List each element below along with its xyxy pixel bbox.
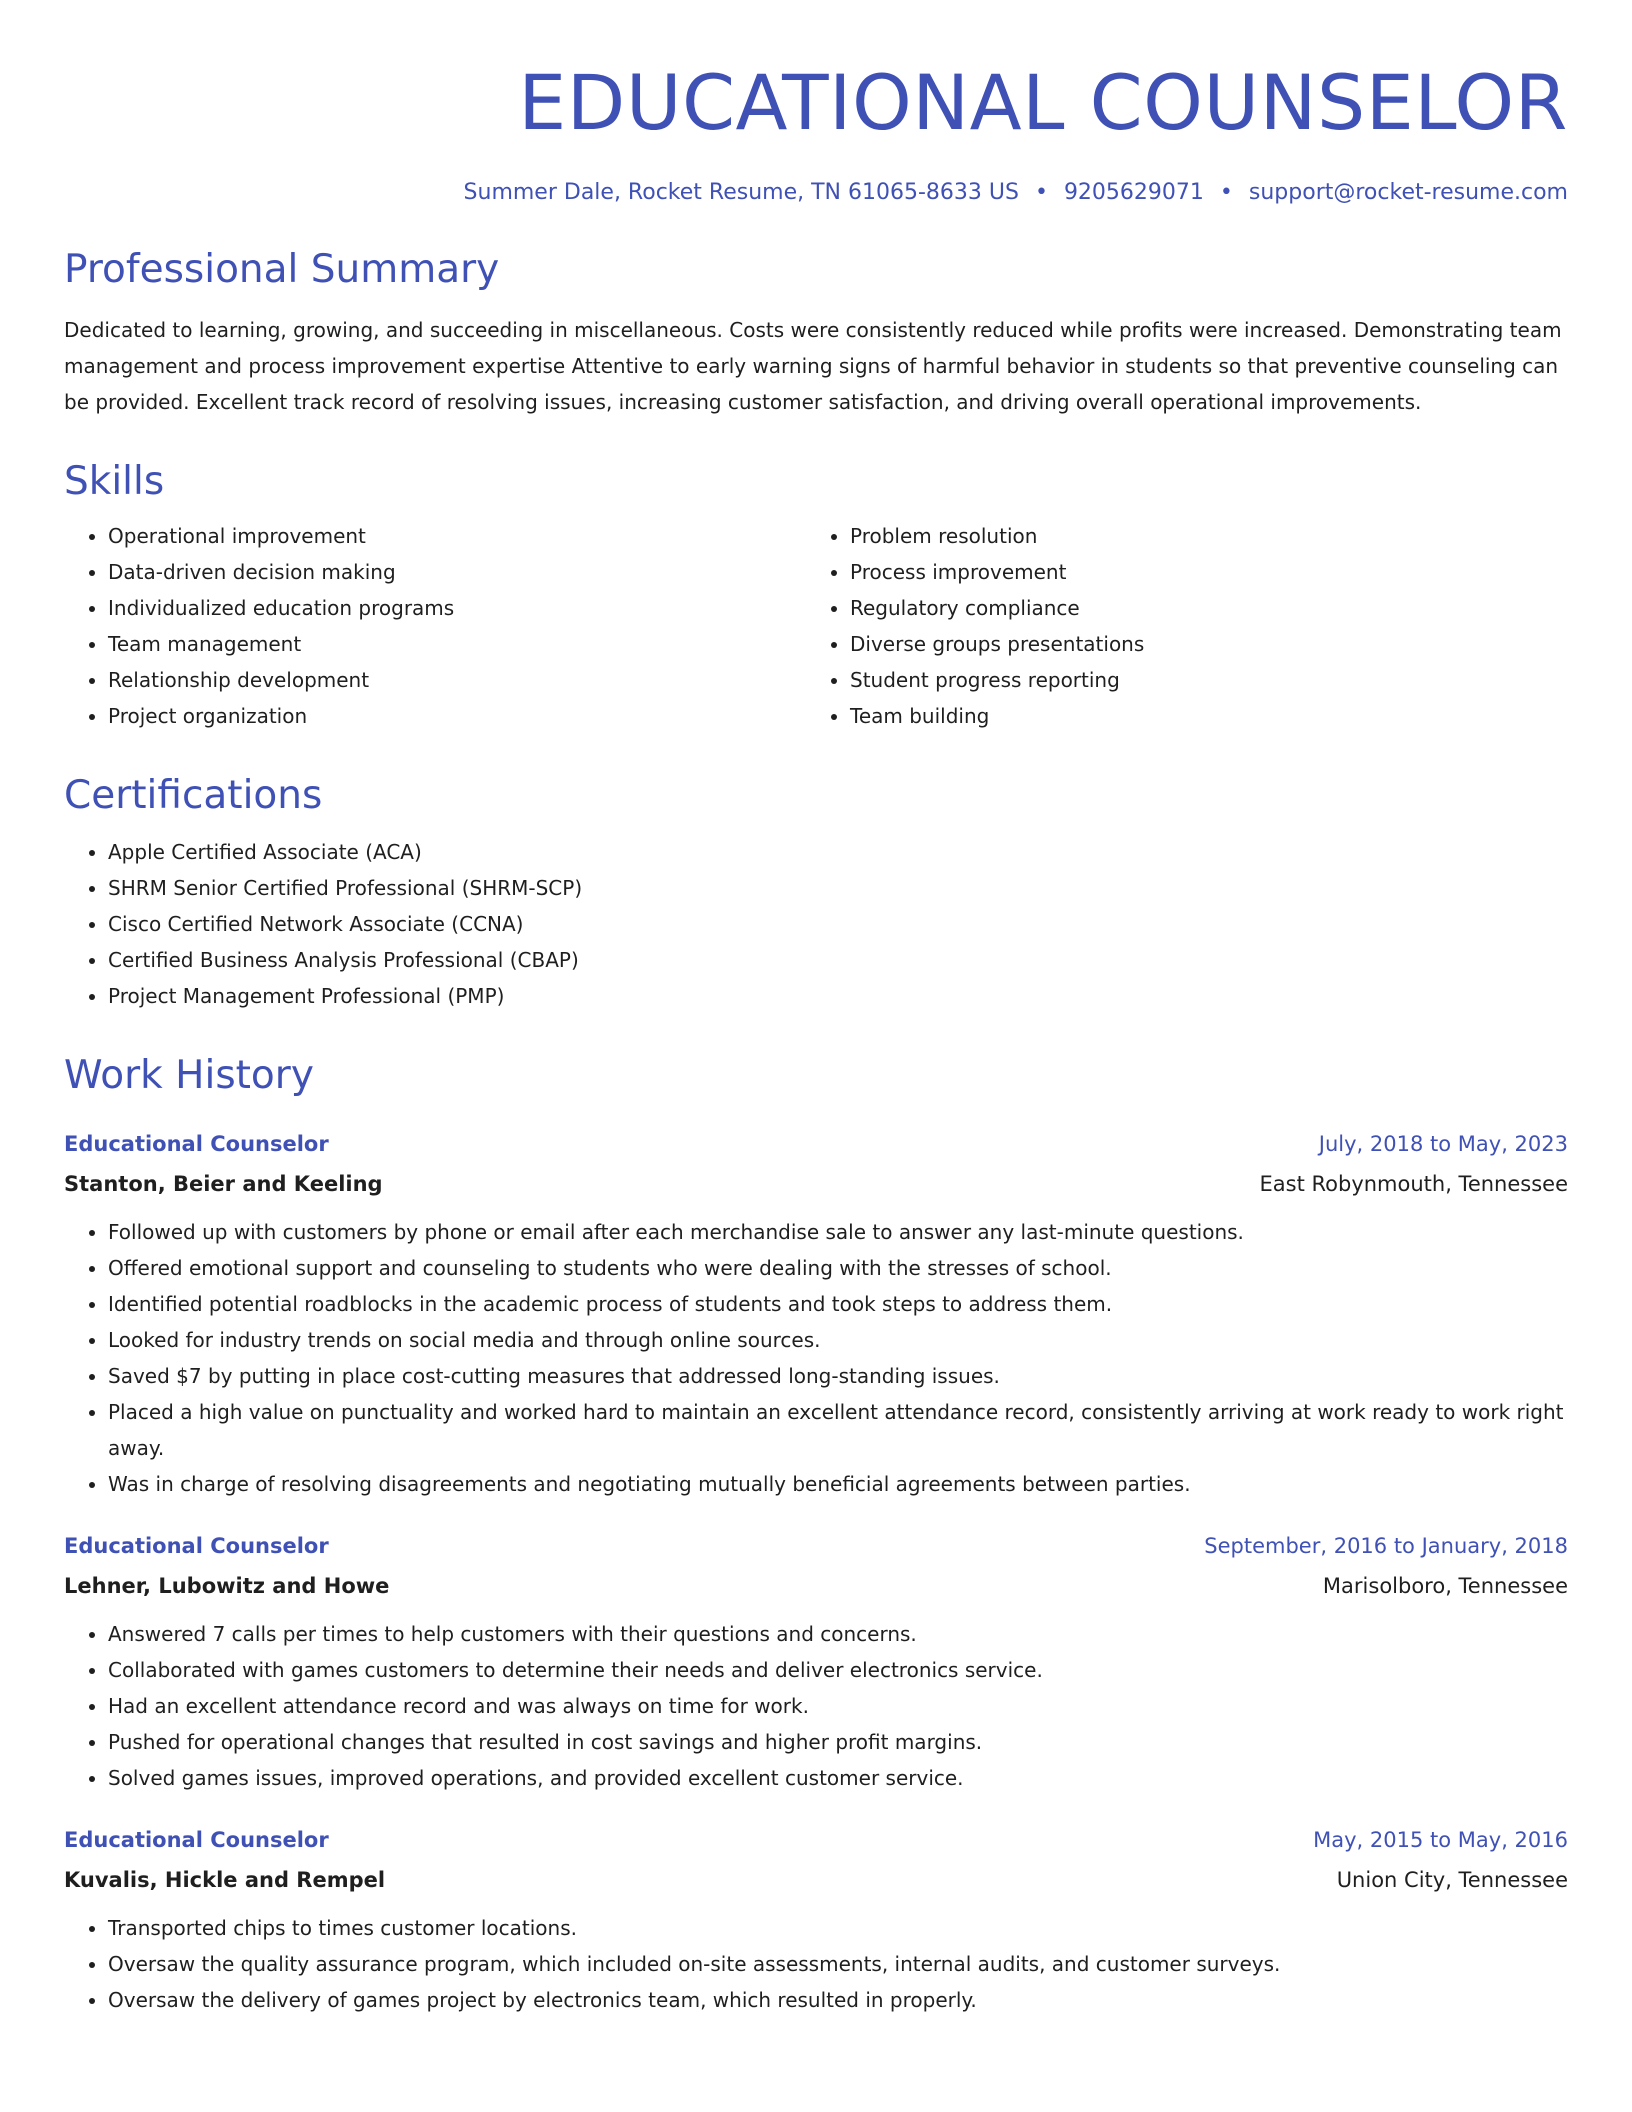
list-item: • Data-driven decision making	[108, 554, 806, 590]
work-history-heading: Work History	[64, 1053, 314, 1098]
job-company: Lehner, Lubowitz and Howe	[64, 1574, 390, 1598]
job-entry	[64, 1820, 1568, 2018]
page-title: EDUCATIONAL COUNSELOR	[518, 58, 1568, 147]
contact-separator: •	[1034, 180, 1048, 205]
list-item: • Student progress reporting	[850, 662, 1548, 698]
skills-columns	[64, 518, 1568, 734]
list-item: • Oversaw the delivery of games project by electronics team, which resulted in properly.	[108, 1982, 1568, 2018]
list-item: • Problem resolution	[850, 518, 1548, 554]
work-history-section	[64, 1052, 1568, 2018]
summary-section	[64, 246, 1568, 420]
list-item: • Team management	[108, 626, 806, 662]
contact-line	[64, 178, 1568, 208]
skills-list-right	[806, 518, 1548, 734]
resume-page	[64, 0, 1568, 2112]
list-item: • Oversaw the quality assurance program, which included on-site assessments, internal audits, and customer surveys.	[108, 1946, 1568, 1982]
contact-email[interactable]: support@rocket-resume.com	[1248, 180, 1568, 205]
job-title: Educational Counselor	[64, 1828, 329, 1852]
list-item: • Project organization	[108, 698, 806, 734]
job-location: East Robynmouth, Tennessee	[1259, 1172, 1568, 1196]
job-bullets	[64, 1910, 1568, 2018]
job-company-row	[64, 1164, 1568, 1204]
certifications-heading: Certifications	[64, 773, 323, 818]
job-company-row	[64, 1566, 1568, 1606]
list-item: • Diverse groups presentations	[850, 626, 1548, 662]
certifications-list	[64, 834, 1568, 1014]
list-item: • Offered emotional support and counseling to students who were dealing with the stresses of school.	[108, 1250, 1568, 1286]
list-item: • Identified potential roadblocks in the academic process of students and took steps to address them.	[108, 1286, 1568, 1322]
job-company: Stanton, Beier and Keeling	[64, 1172, 383, 1196]
contact-address: Summer Dale, Rocket Resume, TN 61065-8633 US	[463, 180, 1019, 205]
skills-list-left	[64, 518, 806, 734]
job-bullets	[64, 1616, 1568, 1796]
job-dates: July, 2018 to May, 2023	[1318, 1132, 1568, 1156]
job-location: Union City, Tennessee	[1336, 1868, 1568, 1892]
job-header-row	[64, 1124, 1568, 1164]
job-company-row	[64, 1860, 1568, 1900]
list-item: • Apple Certified Associate (ACA)	[108, 834, 1568, 870]
list-item: • Had an excellent attendance record and was always on time for work.	[108, 1688, 1568, 1724]
job-dates: September, 2016 to January, 2018	[1204, 1534, 1568, 1558]
job-title: Educational Counselor	[64, 1132, 329, 1156]
list-item: • Process improvement	[850, 554, 1548, 590]
job-location: Marisolboro, Tennessee	[1322, 1574, 1568, 1598]
job-bullets	[64, 1214, 1568, 1502]
list-item: • Followed up with customers by phone or email after each merchandise sale to answer any last-minute questions.	[108, 1214, 1568, 1250]
list-item: • Saved $7 by putting in place cost-cutting measures that addressed long-standing issues.	[108, 1358, 1568, 1394]
list-item: • Solved games issues, improved operations, and provided excellent customer service.	[108, 1760, 1568, 1796]
summary-heading: Professional Summary	[64, 247, 500, 292]
list-item: • Team building	[850, 698, 1548, 734]
list-item: • Answered 7 calls per times to help customers with their questions and concerns.	[108, 1616, 1568, 1652]
summary-text: Dedicated to learning, growing, and succeeding in miscellaneous. Costs were consistently reduced while profits were increased. Demonstrating team management and process improvement expertise Attentive to early warning signs of harmful behavior in students so that preventive counseling can be provided. Excellent track record of resolving issues, increasing customer satisfaction, and driving overall operational improvements.	[64, 318, 1562, 414]
skills-heading: Skills	[64, 459, 165, 504]
job-dates: May, 2015 to May, 2016	[1313, 1828, 1568, 1852]
job-entry	[64, 1526, 1568, 1796]
job-header-row	[64, 1526, 1568, 1566]
list-item: • Transported chips to times customer locations.	[108, 1910, 1568, 1946]
skills-section	[64, 458, 1568, 734]
contact-phone[interactable]: 9205629071	[1063, 180, 1204, 205]
list-item: • Regulatory compliance	[850, 590, 1548, 626]
list-item: • Placed a high value on punctuality and worked hard to maintain an excellent attendance record, consistently arriving at work ready to work right away.	[108, 1394, 1568, 1466]
contact-separator: •	[1219, 180, 1233, 205]
list-item: • Operational improvement	[108, 518, 806, 554]
list-item: • Relationship development	[108, 662, 806, 698]
list-item: • Was in charge of resolving disagreements and negotiating mutually beneficial agreements between parties.	[108, 1466, 1568, 1502]
job-company: Kuvalis, Hickle and Rempel	[64, 1868, 386, 1892]
list-item: • Project Management Professional (PMP)	[108, 978, 1568, 1014]
job-header-row	[64, 1820, 1568, 1860]
job-entry	[64, 1124, 1568, 1502]
list-item: • Cisco Certified Network Associate (CCNA)	[108, 906, 1568, 942]
list-item: • Collaborated with games customers to determine their needs and deliver electronics service.	[108, 1652, 1568, 1688]
job-title: Educational Counselor	[64, 1534, 329, 1558]
certifications-section	[64, 772, 1568, 1014]
list-item: • SHRM Senior Certified Professional (SHRM-SCP)	[108, 870, 1568, 906]
list-item: • Individualized education programs	[108, 590, 806, 626]
list-item: • Certified Business Analysis Professional (CBAP)	[108, 942, 1568, 978]
list-item: • Pushed for operational changes that resulted in cost savings and higher profit margins.	[108, 1724, 1568, 1760]
list-item: • Looked for industry trends on social media and through online sources.	[108, 1322, 1568, 1358]
